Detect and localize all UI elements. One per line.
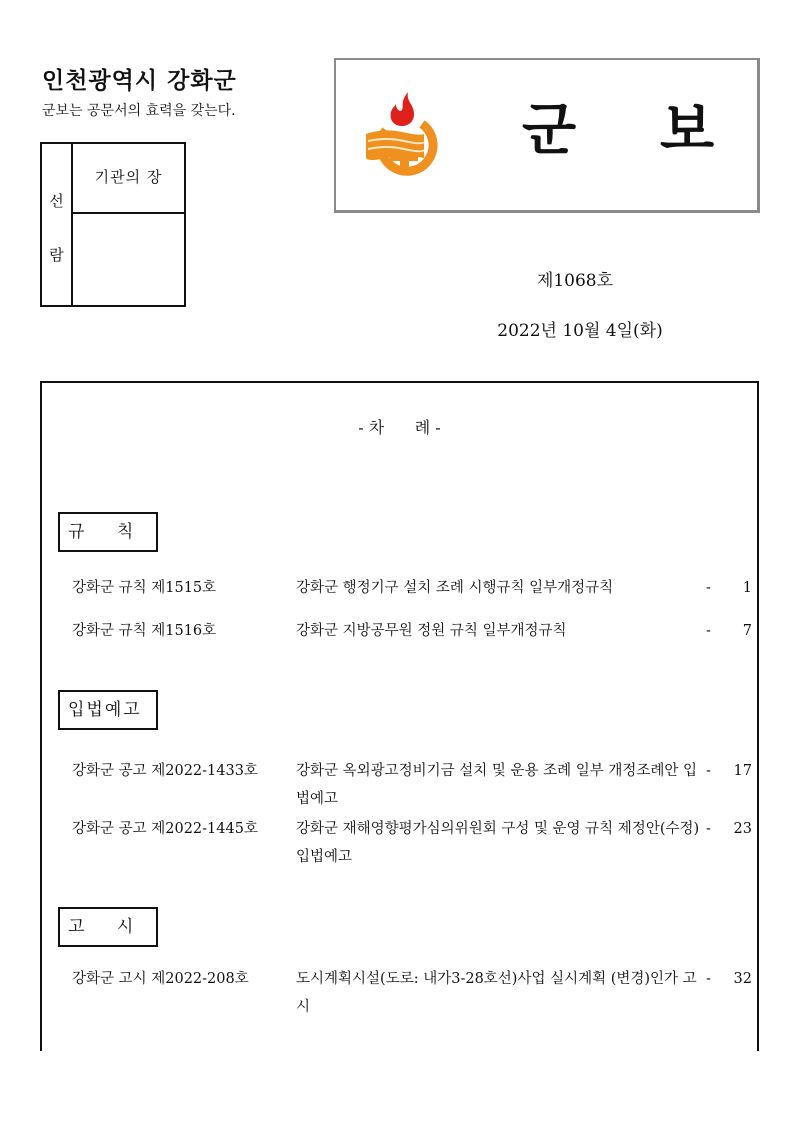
section-label-public-notice: 고 시 xyxy=(58,907,158,947)
toc-entry[interactable] xyxy=(72,965,752,1021)
entry-page: 23 xyxy=(733,821,752,837)
review-stamp-box xyxy=(40,142,186,307)
entry-title: 강화군 옥외광고정비기금 설치 및 운용 조례 일부 개정조례안 입법예고 xyxy=(296,763,698,807)
section-label-rules: 규 칙 xyxy=(58,512,158,552)
review-head-label: 기관의 장 xyxy=(73,144,184,214)
toc-entry[interactable] xyxy=(72,574,752,602)
entry-ref: 강화군 공고 제2022-1445호 xyxy=(72,821,258,837)
gazette-banner xyxy=(334,58,760,213)
entry-title: 강화군 지방공무원 정원 규칙 일부개정규칙 xyxy=(296,623,567,639)
entry-ref: 강화군 공고 제2022-1433호 xyxy=(72,763,258,779)
review-side-column xyxy=(42,144,73,305)
toc-entry[interactable] xyxy=(72,617,752,645)
review-side-label-top: 선 xyxy=(49,192,64,210)
banner-title-char-2: 보 xyxy=(660,98,715,163)
gunbo-emblem-icon xyxy=(364,90,450,180)
entry-ref: 강화군 규칙 제1515호 xyxy=(72,580,217,596)
entry-page: 1 xyxy=(742,580,752,596)
entry-title: 강화군 재해영향평가심의위원회 구성 및 운영 규칙 제정안(수정) 입법예고 xyxy=(296,821,700,865)
banner-title-char-1: 군 xyxy=(522,98,577,163)
entry-page: 32 xyxy=(733,971,752,987)
entry-dash: - xyxy=(706,971,711,987)
entry-ref: 강화군 고시 제2022-208호 xyxy=(72,971,249,987)
entry-page: 17 xyxy=(733,763,752,779)
entry-title: 강화군 행정기구 설치 조례 시행규칙 일부개정규칙 xyxy=(296,580,614,596)
section-label-legislative-notice: 입법예고 xyxy=(58,690,158,730)
toc-entry[interactable] xyxy=(72,757,752,813)
issue-date: 2022년 10월 4일(화) xyxy=(497,321,663,341)
review-side-label-bottom: 람 xyxy=(49,246,64,264)
toc-title: - 차 례 - xyxy=(358,418,441,437)
entry-dash: - xyxy=(706,821,711,837)
table-of-contents xyxy=(40,381,759,1051)
toc-entry[interactable] xyxy=(72,815,752,871)
entry-dash: - xyxy=(706,623,711,639)
organization-name: 인천광역시 강화군 xyxy=(42,68,237,94)
organization-subtitle: 군보는 공문서의 효력을 갖는다. xyxy=(42,103,236,119)
issue-number: 제1068호 xyxy=(536,271,614,291)
entry-dash: - xyxy=(706,763,711,779)
entry-page: 7 xyxy=(742,623,752,639)
entry-title: 도시계획시설(도로: 내가3-28호선)사업 실시계획 (변경)인가 고시 xyxy=(296,971,697,1015)
entry-ref: 강화군 규칙 제1516호 xyxy=(72,623,217,639)
entry-dash: - xyxy=(706,580,711,596)
